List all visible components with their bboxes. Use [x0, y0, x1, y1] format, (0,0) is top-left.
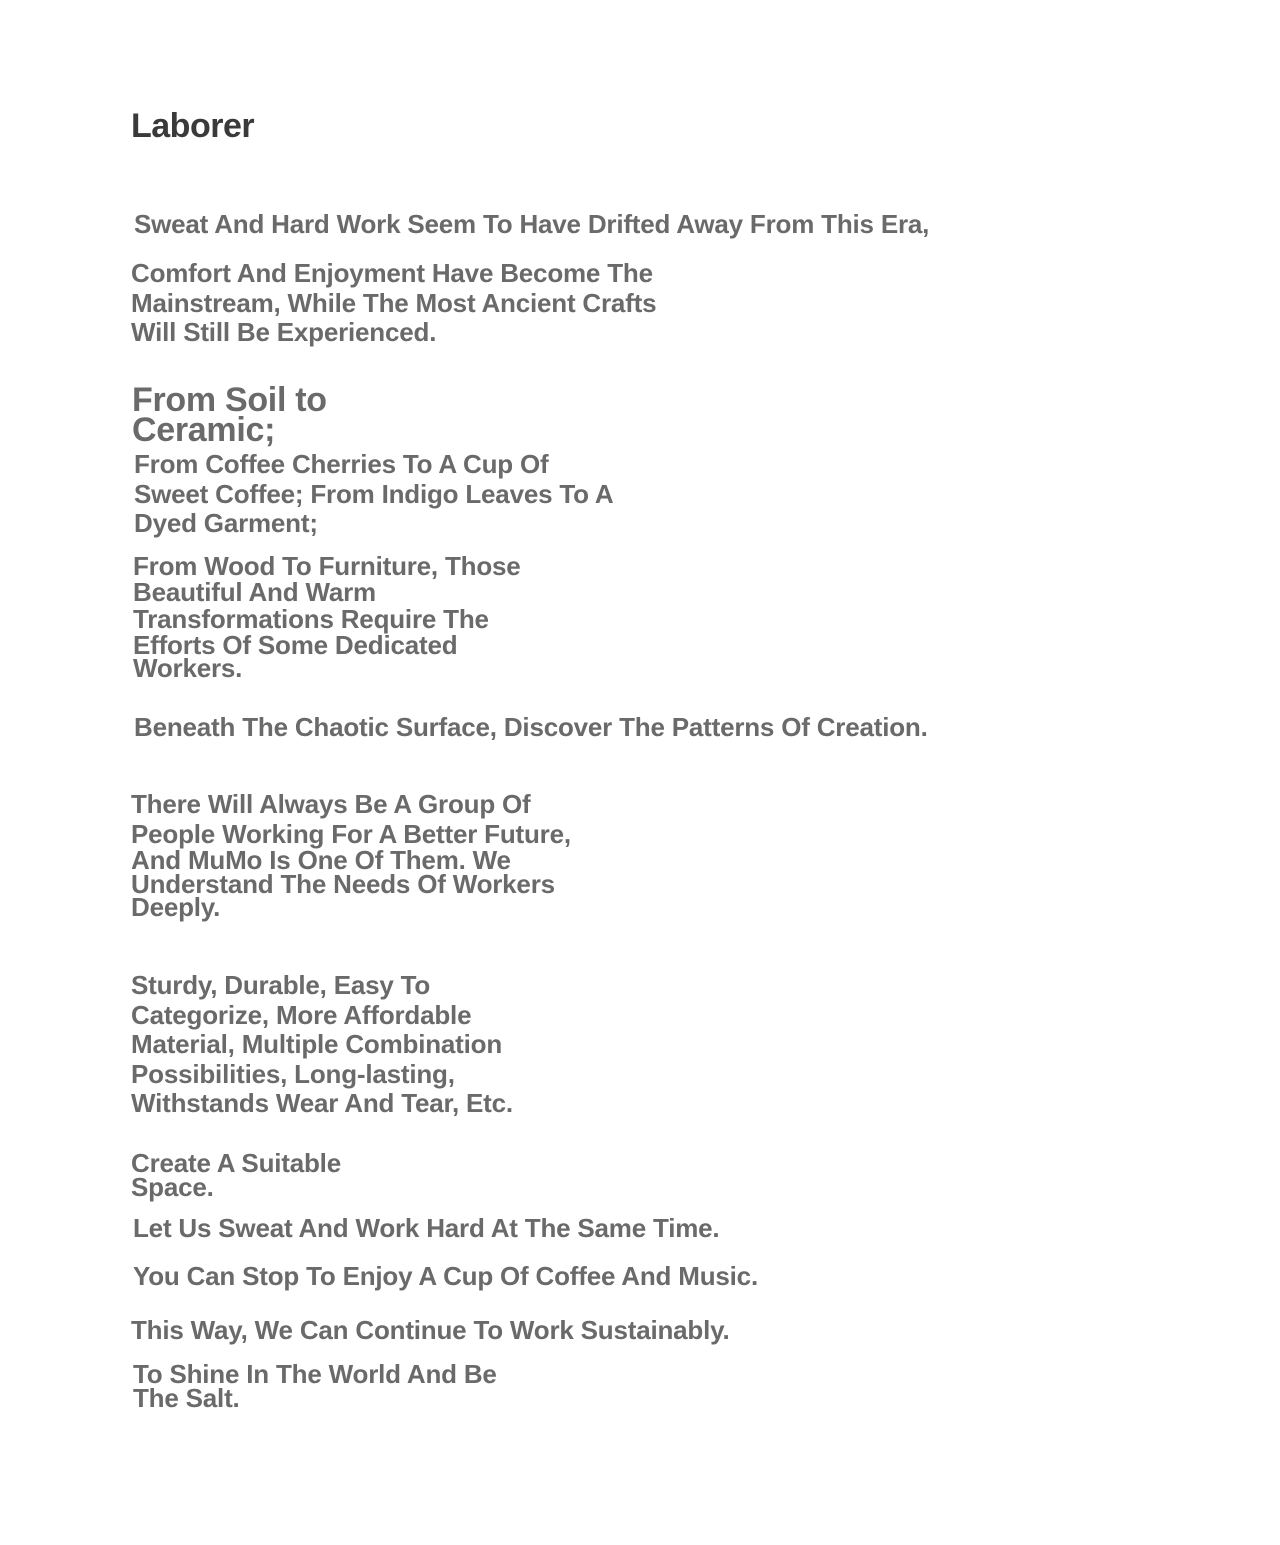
- space-paragraph: [131, 1148, 341, 1202]
- intro-paragraph-line: Mainstream, While The Most Ancient Crafts: [131, 287, 657, 318]
- wood-paragraph-line: Workers.: [133, 653, 243, 683]
- section-heading: [132, 381, 327, 449]
- beneath-line: [134, 713, 928, 743]
- features-paragraph: [131, 971, 513, 1119]
- page-title: Laborer: [131, 107, 255, 145]
- wood-paragraph-line: Transformations Require The: [133, 603, 489, 634]
- sweat-line: [133, 1214, 719, 1244]
- space-paragraph-line: Space.: [131, 1171, 214, 1202]
- sustain-line-text: This Way, We Can Continue To Work Sustainably.: [131, 1315, 730, 1345]
- mumo-paragraph-line: And MuMo Is One Of Them. We: [131, 845, 511, 875]
- shine-paragraph-line: To Shine In The World And Be: [133, 1359, 497, 1389]
- coffee-break-line: [133, 1262, 758, 1292]
- mumo-paragraph-line: People Working For A Better Future,: [131, 818, 571, 849]
- wood-paragraph-line: Efforts Of Some Dedicated: [133, 629, 458, 660]
- coffee-break-line-text: You Can Stop To Enjoy A Cup Of Coffee And Music.: [133, 1261, 758, 1291]
- shine-paragraph: [133, 1359, 497, 1413]
- sustain-line: [131, 1316, 730, 1346]
- section-heading-line: From Soil to: [132, 381, 327, 419]
- wood-paragraph-line: From Wood To Furniture, Those: [133, 551, 521, 581]
- wood-paragraph-line: Beautiful And Warm: [133, 577, 376, 607]
- mumo-paragraph-line: Understand The Needs Of Workers: [131, 868, 555, 899]
- coffee-paragraph-line: Sweet Coffee; From Indigo Leaves To A: [134, 478, 614, 509]
- coffee-paragraph: [134, 450, 613, 539]
- space-paragraph-line: Create A Suitable: [131, 1148, 341, 1178]
- mumo-paragraph: [131, 790, 571, 920]
- mumo-paragraph-line: There Will Always Be A Group Of: [131, 789, 531, 819]
- wood-paragraph: [133, 552, 521, 681]
- intro-paragraph-line: Comfort And Enjoyment Have Become The: [131, 258, 653, 288]
- beneath-line-text: Beneath The Chaotic Surface, Discover The Patterns Of Creation.: [134, 712, 928, 742]
- shine-paragraph-line: The Salt.: [133, 1382, 240, 1413]
- intro-line: [134, 210, 929, 240]
- intro-paragraph-line: Will Still Be Experienced.: [131, 317, 437, 347]
- features-paragraph-line: Material, Multiple Combination: [131, 1029, 503, 1059]
- features-paragraph-line: Withstands Wear And Tear, Etc.: [131, 1088, 513, 1118]
- sweat-line-text: Let Us Sweat And Work Hard At The Same Time.: [133, 1213, 720, 1243]
- intro-line-text: Sweat And Hard Work Seem To Have Drifted Away From This Era,: [134, 209, 930, 239]
- features-paragraph-line: Possibilities, Long-lasting,: [131, 1058, 455, 1089]
- intro-paragraph: [131, 259, 656, 348]
- features-paragraph-line: Sturdy, Durable, Easy To: [131, 970, 431, 1000]
- coffee-paragraph-line: From Coffee Cherries To A Cup Of: [134, 449, 549, 479]
- coffee-paragraph-line: Dyed Garment;: [134, 508, 318, 538]
- section-heading-line: Ceramic;: [132, 411, 276, 449]
- features-paragraph-line: Categorize, More Affordable: [131, 999, 472, 1030]
- mumo-paragraph-line: Deeply.: [131, 892, 221, 922]
